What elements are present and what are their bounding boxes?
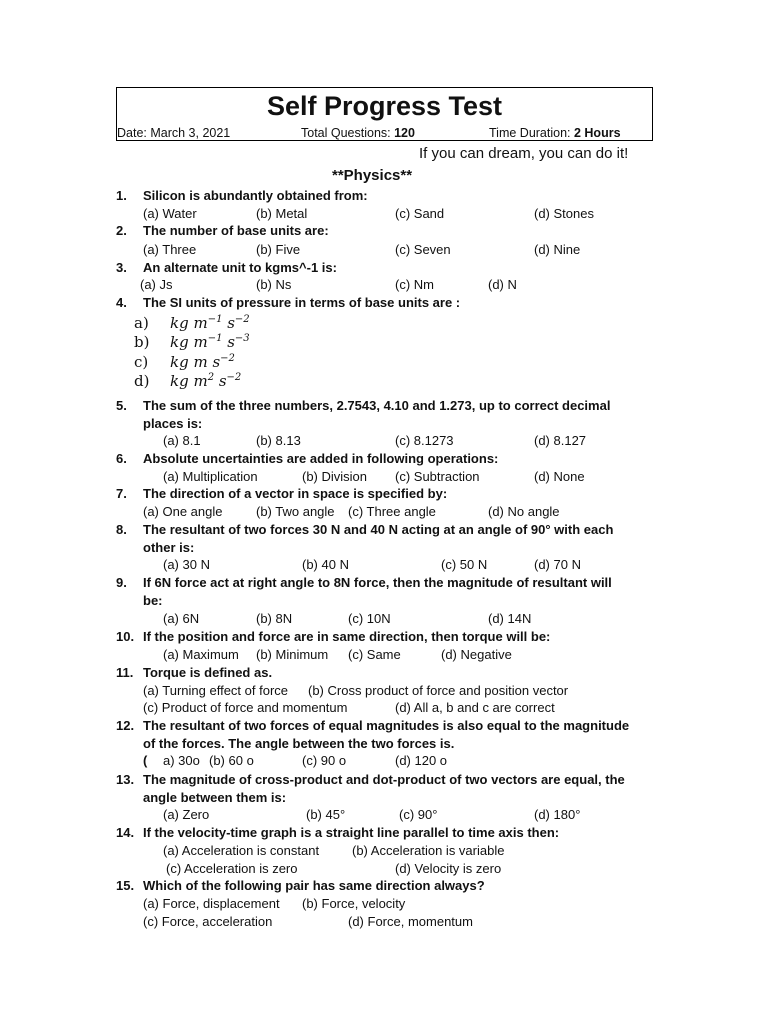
question-text: Which of the following pair has same direction always?	[143, 878, 485, 893]
option: (d) No angle	[488, 504, 560, 519]
question-text: other is:	[143, 540, 195, 555]
option: (b) Force, velocity	[302, 896, 406, 911]
option: (a) 8.1	[163, 433, 201, 448]
option: (c) Force, acceleration	[143, 914, 273, 929]
option: (a) Acceleration is constant	[163, 843, 320, 858]
question-number: 12.	[116, 718, 135, 733]
question-text: The magnitude of cross-product and dot-product of two vectors are equal, the	[143, 772, 625, 787]
question-number: 1.	[116, 188, 127, 203]
option: (a) Force, displacement	[143, 896, 280, 911]
option: (a) One angle	[143, 504, 223, 519]
option: (b) Metal	[256, 206, 308, 221]
option: (d) Negative	[441, 647, 512, 662]
question-number: 10.	[116, 629, 135, 644]
question-text: An alternate unit to kgms^-1 is:	[143, 260, 337, 275]
option: (a) Multiplication	[163, 469, 258, 484]
option: (d) Stones	[534, 206, 594, 221]
option: (b) 45°	[306, 807, 346, 822]
option: (b) Cross product of force and position vector	[308, 683, 569, 698]
option: (d) None	[534, 469, 585, 484]
question-text: angle between them is:	[143, 790, 287, 805]
option: (d) 70 N	[534, 557, 581, 572]
question-number: 2.	[116, 223, 127, 238]
option: (d) Velocity is zero	[395, 861, 502, 876]
option: (a) Three	[143, 242, 197, 257]
question-number: 8.	[116, 522, 127, 537]
option: (a) 30 N	[163, 557, 210, 572]
option: (c) Nm	[395, 277, 434, 292]
option: (b) Ns	[256, 277, 292, 292]
question-text: places is:	[143, 416, 203, 431]
question-text: Silicon is abundantly obtained from:	[143, 188, 368, 203]
option: (c) Sand	[395, 206, 445, 221]
question-text: The sum of the three numbers, 2.7543, 4.10 and 1.273, up to correct decimal	[143, 398, 611, 413]
question-number: 11.	[116, 665, 134, 680]
option: (b) 40 N	[302, 557, 349, 572]
math-option-label: a)	[134, 314, 149, 332]
option: (c) 8.1273	[395, 433, 454, 448]
question-text: The direction of a vector in space is specified by:	[143, 486, 448, 501]
option: (a) Turning effect of force	[143, 683, 288, 698]
subject-heading: **Physics**	[332, 167, 413, 184]
math-option-expression: kg $m^{-1}$ $s^{-3}$	[170, 333, 250, 351]
option: (c) Three angle	[348, 504, 436, 519]
total-questions: Total Questions: 120	[301, 126, 415, 140]
option: (a) Maximum	[163, 647, 239, 662]
math-option-label: d)	[134, 372, 150, 390]
math-option-label: c)	[134, 353, 149, 371]
question-number: 13.	[116, 772, 135, 787]
option: (d) 120 o	[395, 753, 448, 768]
option: (d) Nine	[534, 242, 581, 257]
option: (c) 10N	[348, 611, 391, 626]
option: (c) 50 N	[441, 557, 488, 572]
header-box	[116, 87, 653, 141]
question-text: be:	[143, 593, 163, 608]
option: (d) 14N	[488, 611, 532, 626]
question-text: The resultant of two forces of equal magnitudes is also equal to the magnitude	[143, 718, 630, 733]
option: (a) Js	[140, 277, 173, 292]
math-option-expression: kg $m^{-1}$ $s^{-2}$	[170, 314, 250, 332]
option: (c) Acceleration is zero	[166, 861, 298, 876]
option: (d) 180°	[534, 807, 581, 822]
question-text: If the position and force are in same direction, then torque will be:	[143, 629, 551, 644]
option: (b) Minimum	[256, 647, 329, 662]
question-text: Absolute uncertainties are added in following operations:	[143, 451, 499, 466]
option: (a) Zero	[163, 807, 210, 822]
page-title: Self Progress Test	[266, 91, 503, 121]
option: (b) Two angle	[256, 504, 335, 519]
question-text: The number of base units are:	[143, 223, 329, 238]
date-label: Date: March 3, 2021	[117, 126, 231, 140]
question-text: If the velocity-time graph is a straight line parallel to time axis then:	[143, 825, 560, 840]
option: (b) Division	[302, 469, 368, 484]
time-duration: Time Duration: 2 Hours	[489, 126, 621, 140]
option: (a) Water	[143, 206, 197, 221]
option: (c) Product of force and momentum	[143, 700, 348, 715]
option: (d) All a, b and c are correct	[395, 700, 555, 715]
option: (b) Acceleration is variable	[352, 843, 505, 858]
option: (d) 8.127	[534, 433, 587, 448]
motto: If you can dream, you can do it!	[419, 145, 629, 162]
math-option-expression: kg m $s^{-2}$	[170, 353, 235, 371]
option: (d) N	[488, 277, 517, 292]
math-option-expression: kg $m^2$ $s^{-2}$	[170, 372, 242, 390]
question-text: Torque is defined as.	[143, 665, 273, 680]
option: (c) 90°	[399, 807, 438, 822]
option: (b) 60 o	[209, 753, 254, 768]
question-number: 5.	[116, 398, 127, 413]
option: (b) 8.13	[256, 433, 301, 448]
option: (c) Same	[348, 647, 401, 662]
question-number: 9.	[116, 575, 127, 590]
question-number: 14.	[116, 825, 135, 840]
option: (b) 8N	[256, 611, 293, 626]
question-number: 7.	[116, 486, 127, 501]
option: (c) Seven	[395, 242, 451, 257]
math-option-label: b)	[134, 333, 150, 351]
option: (	[143, 753, 148, 768]
question-text: of the forces. The angle between the two forces is.	[143, 736, 455, 751]
option: (c) 90 o	[302, 753, 347, 768]
option: (d) Force, momentum	[348, 914, 473, 929]
question-text: The resultant of two forces 30 N and 40 N acting at an angle of 90° with each	[143, 522, 614, 537]
option: a) 30o	[163, 753, 200, 768]
option: (a) 6N	[163, 611, 200, 626]
question-text: The SI units of pressure in terms of base units are :	[143, 295, 461, 310]
question-number: 6.	[116, 451, 127, 466]
option: (c) Subtraction	[395, 469, 480, 484]
question-text: If 6N force act at right angle to 8N force, then the magnitude of resultant will	[143, 575, 612, 590]
question-number: 3.	[116, 260, 127, 275]
question-number: 15.	[116, 878, 135, 893]
question-number: 4.	[116, 295, 127, 310]
option: (b) Five	[256, 242, 301, 257]
